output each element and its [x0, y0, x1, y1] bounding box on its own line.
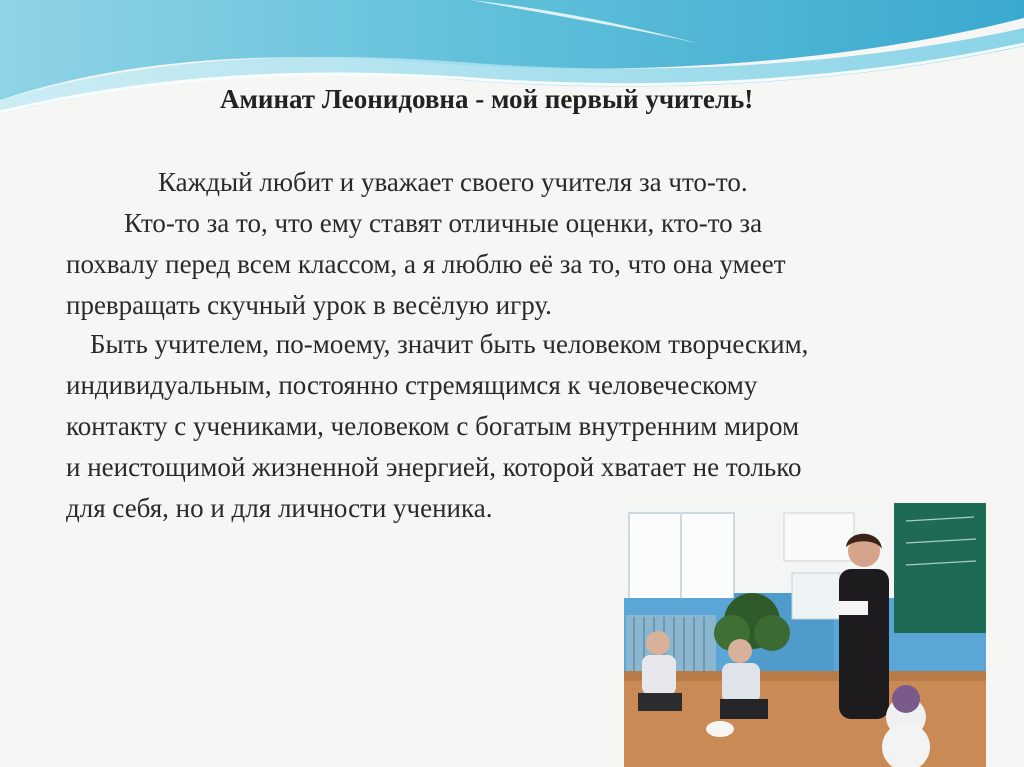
slide-title: Аминат Леонидовна - мой первый учитель! — [220, 84, 754, 114]
paragraph-1-line-4: превращать скучный урок в весёлую игру. — [66, 290, 552, 320]
paragraph-2 — [66, 324, 1016, 529]
classroom-photo — [624, 503, 986, 767]
paragraph-1-line-2: Кто-то за то, что ему ставят отличные оценки, кто-то за — [124, 208, 763, 238]
paragraph-2-line-5: для себя, но и для личности ученика. — [66, 493, 493, 523]
paragraph-1-line-1: Каждый любит и уважает своего учителя за что-то. — [158, 167, 748, 197]
paragraph-2-line-4: и неистощимой жизненной энергией, которой хватает не только — [66, 452, 802, 482]
paragraph-2-line-2: индивидуальным, постоянно стремящимся к человеческому — [66, 370, 758, 400]
paragraph-1 — [66, 162, 1016, 326]
paragraph-1-line-3: похвалу перед всем классом, а я люблю её за то, что она умеет — [66, 249, 786, 279]
paragraph-2-line-1: Быть учителем, по-моему, значит быть человеком творческим, — [90, 329, 809, 359]
paragraph-2-line-3: контакту с учениками, человеком с богатым внутренним миром — [66, 411, 800, 441]
